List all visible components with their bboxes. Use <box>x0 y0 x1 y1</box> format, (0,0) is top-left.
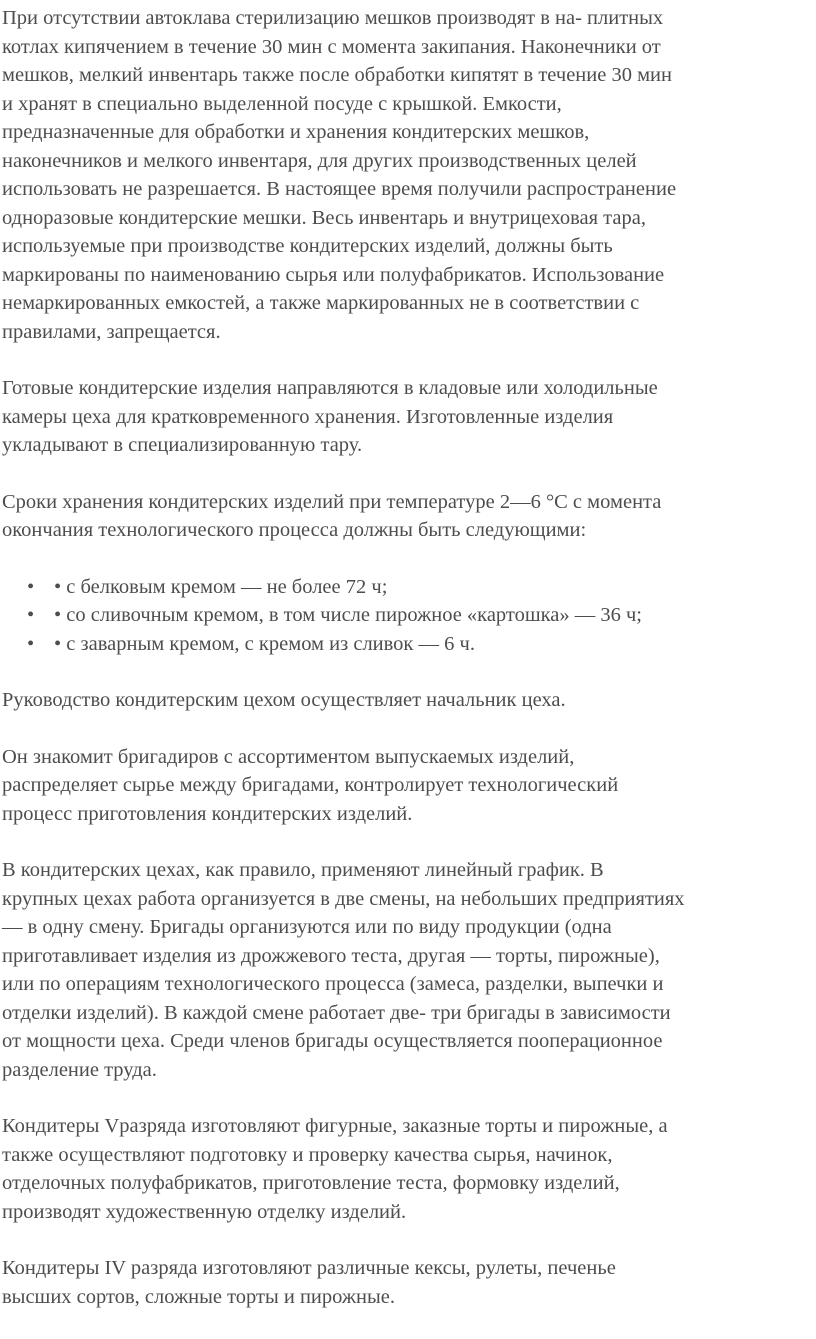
bullet-icon: • <box>27 575 35 598</box>
bullet-icon: • <box>27 604 35 626</box>
paragraph-grade-5: Кондитеры Vразряда изготовляют фигурные, заказные торты и пирожные, а также осуществляют подготовку и проверку качества сырья, начинок, отделочных полуфабрикатов, приготовление теста, формовку изделий, производят художественную отделку изделий. <box>2 1115 668 1223</box>
list-item <box>27 573 816 602</box>
shelf-life-list <box>2 573 816 659</box>
paragraph-management: Руководство кондитерским цехом осуществляет начальник цеха. <box>2 689 566 711</box>
bullet-icon: • <box>27 632 35 655</box>
paragraph-shelf-life: Сроки хранения кондитерских изделий при температуре 2—6 °С с момента окончания технологического процесса должны быть следующими: <box>2 490 662 541</box>
list-item <box>27 601 816 630</box>
list-item-text: • со сливочным кремом, в том числе пирожное «картошка» — 36 ч; <box>54 604 643 626</box>
list-item <box>27 630 816 659</box>
paragraph-sterilization: При отсутствии автоклава стерилизацию мешков производят в на- плитных котлах кипячением в течение 30 мин с момента закипания. Наконечники от мешков, мелкий инвентарь также после обработки кипятят в течение 30 мин и хранят в специально выделенной посуде с крышкой. Емкости, предназначенные для обработки и хранения кондитерских мешков, наконечников и мелкого инвентаря, для других производственных целей использовать не разрешается. В настоящее время получили распространение одноразовые кондитерские мешки. Весь инвентарь и внутрицеховая тара, используемые при производстве кондитерских изделий, должны быть маркированы по наименованию сырья или полуфабрикатов. Использование немаркированных емкостей, а также маркированных не в соответствии с правилами, запрещается. <box>2 7 677 343</box>
paragraph-storage: Готовые кондитерские изделия направляются в кладовые или холодильные камеры цеха для кратковременного хранения. Изготовленные изделия укладывают в специализированную тару. <box>2 377 658 456</box>
list-item-text: • с заварным кремом, с кремом из сливок — 6 ч. <box>54 632 475 655</box>
paragraph-grade-4: Кондитеры IV разряда изготовляют различные кексы, рулеты, печенье высших сортов, сложные торты и пирожные. <box>2 1257 616 1308</box>
paragraph-brigadiers: Он знакомит бригадиров с ассортиментом выпускаемых изделий, распределяет сырье между бригадами, контролирует технологический процесс приготовления кондитерских изделий. <box>2 745 619 825</box>
list-item-text: • с белковым кремом — не более 72 ч; <box>54 575 388 598</box>
paragraph-shifts: В кондитерских цехах, как правило, применяют линейный график. В крупных цехах работа организуется в две смены, на небольших предприятиях — в одну смену. Бригады организуются или по виду продукции (одна приготавливает изделия из дрожжевого теста, другая — торты, пирожные), или по операциям технологического процесса (замеса, разделки, выпечки и отделки изделий). В каждой смене работает две- три бригады в зависимости от мощности цеха. Среди членов бригады осуществляется пооперационное разделение труда. <box>2 859 685 1081</box>
